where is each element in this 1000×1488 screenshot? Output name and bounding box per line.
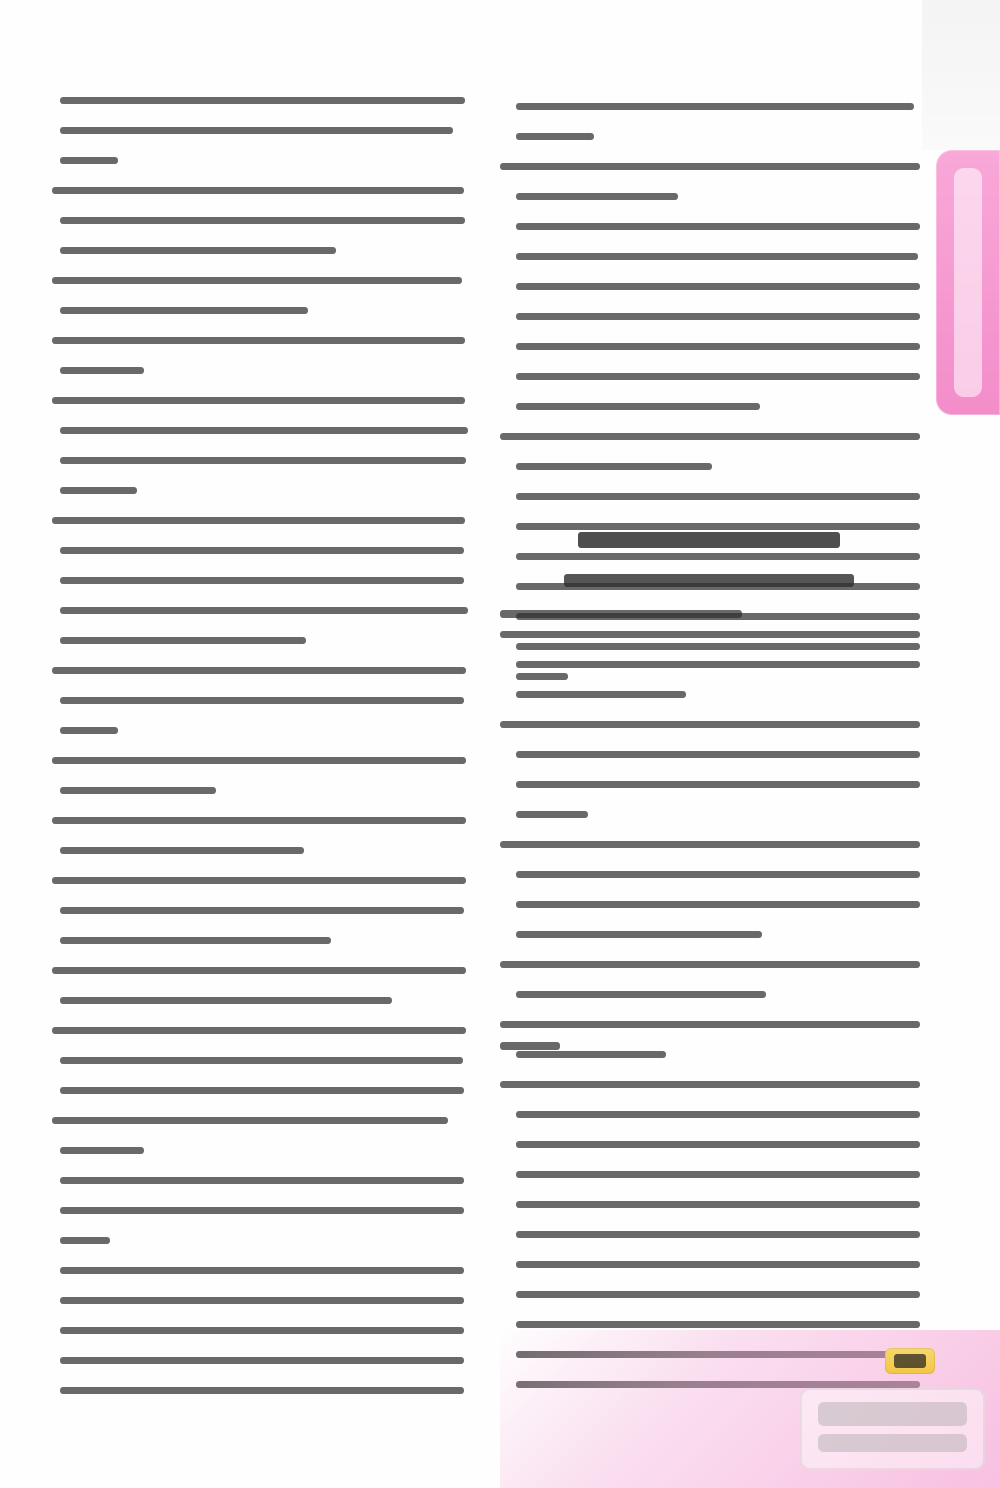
top-right-decoration (922, 0, 1000, 150)
watermark-logo (800, 1388, 985, 1470)
page-number-badge (885, 1348, 935, 1374)
left-column (52, 92, 472, 1412)
answer-tab (936, 150, 1000, 415)
right-column (500, 98, 920, 698)
right-column-lower (500, 626, 920, 1406)
